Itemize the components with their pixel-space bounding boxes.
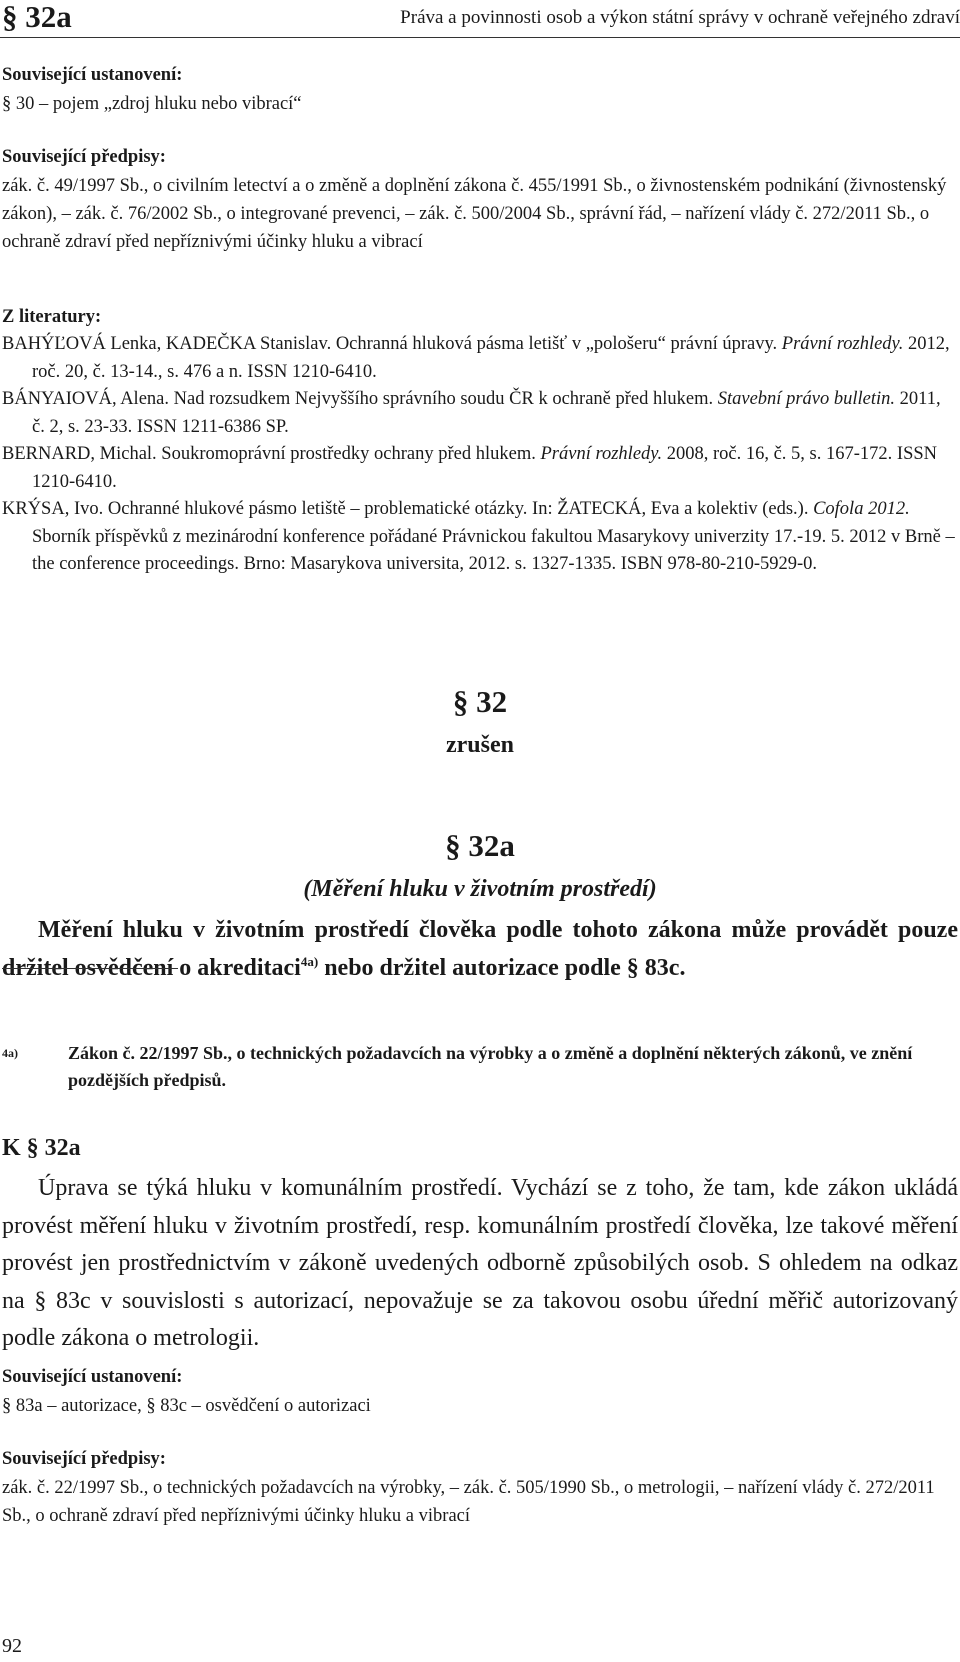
literature-item	[2, 331, 958, 386]
literature-item	[2, 496, 958, 579]
section-32a-number: § 32a	[445, 828, 515, 863]
bottom-related-provisions-text: § 83a – autorizace, § 83c – osvědčení o autorizaci	[2, 1396, 371, 1416]
literature-item-text: Sborník příspěvků z mezinárodní konference pořádané Právnickou fakultou Masarykovy univerzity 17.-19. 5. 2012 v Brně – the conference proceedings. Brno: Masarykova universita, 2012. s. 1327-1335. ISBN 978-80-210-5929-0.	[32, 526, 955, 574]
bottom-related-provisions-label: Související ustanovení:	[2, 1367, 183, 1387]
law-text: nebo držitel autorizace podle § 83c.	[318, 955, 686, 981]
literature-item-journal: Právní rozhledy.	[540, 444, 663, 464]
literature-list	[2, 331, 958, 579]
page-number: 92	[2, 1635, 22, 1657]
literature-item-text: 2008, roč. 16, č. 5, s. 167-172. ISSN 1210-6410.	[32, 444, 938, 492]
literature-item-text: 2011, č. 2, s. 23-33. ISSN 1211-6386 SP.	[32, 389, 941, 437]
literature-item-text: KRÝSA, Ivo. Ochranné hlukové pásmo letiště – problematické otázky. In: ŽATECKÁ, Eva a kolektiv (eds.).	[2, 499, 814, 519]
literature-item-journal: Cofola 2012.	[813, 499, 910, 519]
literature-item	[2, 386, 958, 441]
related-regulations-label: Související předpisy:	[2, 147, 166, 167]
literature-item-journal: Právní rozhledy.	[781, 334, 904, 354]
footnote-reference: 4a)	[300, 954, 319, 969]
bottom-related-regulations-text: zák. č. 22/1997 Sb., o technických požadavcích na výrobky, – zák. č. 505/1990 Sb., o metrologii, – nařízení vlády č. 272/2011 Sb., o ochraně zdraví před nepříznivými účinky hluku a vibrací	[2, 1478, 935, 1526]
commentary-text: Úprava se týká hluku v komunálním prostředí. Vychází se z toho, že tam, kde zákon ukládá provést měření hluku v životním prostředí, resp. komunálním prostředí člověka, lze takové měření provést jen prostřednictvím v zákoně uvedených odborně způsobilých osob. S ohledem na odkaz na § 83c v souvislosti s autorizací, nepovažuje se za takovou osobu úřední měřič autorizovaný podle zákona o metrologii.	[2, 1175, 958, 1351]
section-32a-heading: (Měření hluku v životním prostředí)	[303, 876, 657, 902]
section-32-number: § 32	[452, 684, 508, 719]
header-chapter-title: Práva a povinnosti osob a výkon státní správy v ochraně veřejného zdraví	[400, 7, 960, 28]
commentary-heading: K § 32a	[2, 1135, 81, 1161]
header-section-number: § 32a	[2, 0, 72, 34]
section-32-status: zrušen	[446, 732, 514, 758]
footnote-text: Zákon č. 22/1997 Sb., o technických požadavcích na výrobky a o změně a doplnění některých zákonů, ve znění pozdějších předpisů.	[68, 1043, 913, 1090]
literature-item-text: 2012, roč. 20, č. 13-14., s. 476 a n. ISSN 1210-6410.	[32, 334, 950, 382]
literature-item-text: BERNARD, Michal. Soukromoprávní prostředky ochrany před hlukem.	[2, 444, 541, 464]
related-regulations-text: zák. č. 49/1997 Sb., o civilním letectví a o změně a doplnění zákona č. 455/1991 Sb., o živnostenském podnikání (živnostenský zákon), – zák. č. 76/2002 Sb., o integrované prevenci, – zák. č. 500/2004 Sb., správní řád, – nařízení vlády č. 272/2011 Sb., o ochraně zdraví před nepříznivými účinky hluku a vibrací	[2, 176, 947, 252]
literature-item-journal: Stavební právo bulletin.	[717, 389, 896, 409]
related-provisions-label: Související ustanovení:	[2, 65, 183, 85]
literature-label: Z literatury:	[2, 307, 102, 327]
footnote-mark: 4a)	[2, 1046, 18, 1060]
section-32a-text	[2, 911, 958, 987]
header-rule	[0, 37, 960, 38]
literature-item-text: BÁNYAIOVÁ, Alena. Nad rozsudkem Nejvyššího správního soudu ČR k ochraně před hlukem.	[2, 389, 718, 409]
related-provisions-text: § 30 – pojem „zdroj hluku nebo vibrací“	[2, 94, 302, 114]
footnote-rule	[2, 968, 178, 969]
literature-item	[2, 441, 958, 496]
bottom-related-regulations-label: Související předpisy:	[2, 1449, 166, 1469]
law-text: Měření hluku v životním prostředí člověka podle tohoto zákona může provádět pouze držitel osvědčení o akreditaci	[2, 917, 958, 981]
literature-item-text: BAHÝĽOVÁ Lenka, KADEČKA Stanislav. Ochranná hluková pásma letišť v „pološeru“ právní úpravy.	[2, 334, 782, 354]
